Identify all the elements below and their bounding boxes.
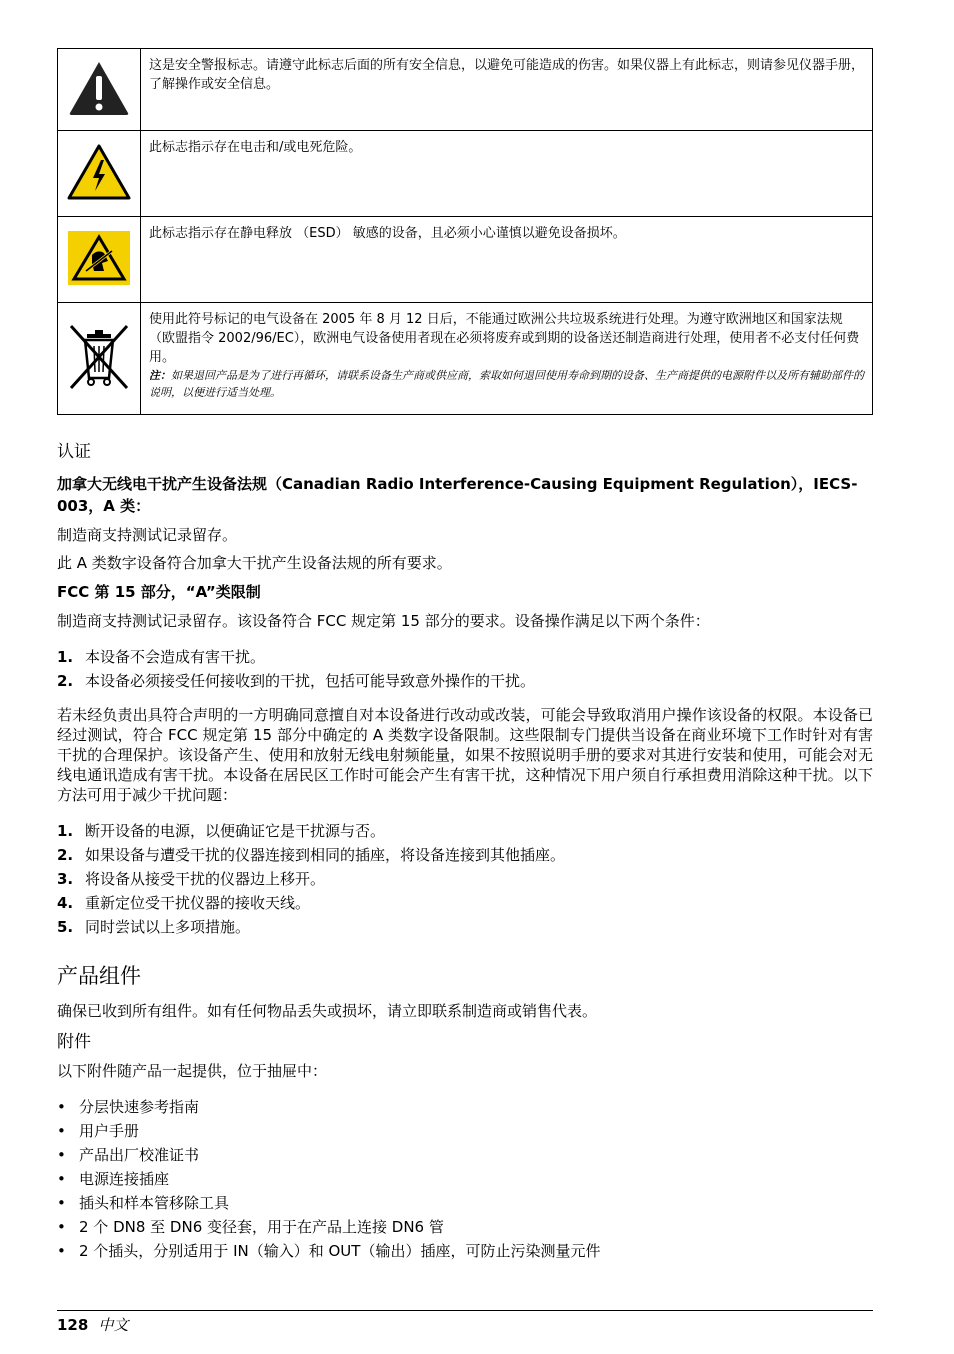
symbol-icon-cell	[58, 49, 141, 131]
canada-regulation-heading: 加拿大无线电干扰产生设备法规（Canadian Radio Interference-Causing Equipment Regulation），IECS-003，A 类：	[57, 475, 858, 515]
note-label: 注：	[149, 369, 171, 382]
fcc-methods-list	[57, 819, 873, 939]
accessories-heading: 附件	[57, 1032, 91, 1052]
components-intro: 确保已收到所有组件。如有任何物品丢失或损坏，请立即联系制造商或销售代表。	[57, 1002, 598, 1020]
components-heading: 产品组件	[57, 964, 141, 988]
electric-shock-icon	[67, 144, 131, 200]
symbol-row	[58, 131, 873, 217]
list-item: 2. 如果设备与遭受干扰的仪器连接到相同的插座，将设备连接到其他插座。	[57, 846, 566, 864]
page-number: 128	[57, 1316, 89, 1334]
weee-text: 使用此符号标记的电气设备在 2005 年 8 月 12 日后，不能通过欧洲公共垃圾系统进行处理。为遵守欧洲地区和国家法规（欧盟指令 2002/96/EC），欧洲电气设备使用者现在必须将废弃或到期的设备送还制造商进行处理，使用者不必支付任何费用。	[149, 312, 860, 365]
list-item: • 电源连接插座	[57, 1170, 170, 1188]
list-item: • 2 个插头，分别适用于 IN（输入）和 OUT（输出）插座，可防止污染测量元件	[57, 1242, 601, 1260]
list-item: 1. 断开设备的电源，以便确证它是干扰源与否。	[57, 822, 386, 840]
note-text: 如果退回产品是为了进行再循环，请联系设备生产商或供应商，索取如何退回使用寿命到期的设备、生产商提供的电源附件以及所有辅助部件的说明，以便进行适当处理。	[149, 369, 864, 399]
list-item: • 分层快速参考指南	[57, 1098, 200, 1116]
fcc-heading: FCC 第 15 部分，“A”类限制	[57, 583, 261, 601]
symbol-description: 此标志指示存在静电释放 （ESD） 敏感的设备，且必须小心谨慎以避免设备损坏。	[141, 217, 873, 303]
list-item: • 2 个 DN8 至 DN6 变径套，用于在产品上连接 DN6 管	[57, 1218, 444, 1236]
symbol-description: 这是安全警报标志。请遵守此标志后面的所有安全信息，以避免可能造成的伤害。如果仪器上有此标志，则请参见仪器手册，了解操作或安全信息。	[141, 49, 873, 131]
symbol-icon-cell	[58, 303, 141, 415]
accessories-intro: 以下附件随产品一起提供，位于抽屉中：	[57, 1062, 328, 1080]
safety-symbols-table	[57, 48, 873, 415]
list-item: 2. 本设备必须接受任何接收到的干扰，包括可能导致意外操作的干扰。	[57, 672, 536, 690]
symbol-row	[58, 49, 873, 131]
symbol-row	[58, 303, 873, 415]
list-item: 5. 同时尝试以上多项措施。	[57, 918, 251, 936]
weee-crossed-bin-icon	[67, 322, 131, 392]
symbol-icon-cell	[58, 131, 141, 217]
symbol-description: 此标志指示存在电击和/或电死危险。	[141, 131, 873, 217]
certification-heading: 认证	[57, 442, 91, 462]
canada-paragraph-1: 制造商支持测试记录留存。	[57, 526, 238, 544]
language-label: 中文	[98, 1316, 129, 1334]
symbol-description	[141, 303, 873, 415]
weee-note	[149, 367, 864, 401]
symbol-icon-cell	[58, 217, 141, 303]
fcc-paragraph-1: 制造商支持测试记录留存。该设备符合 FCC 规定第 15 部分的要求。设备操作满足以下两个条件：	[57, 612, 710, 630]
list-item: 4. 重新定位受干扰仪器的接收天线。	[57, 894, 311, 912]
warning-triangle-icon	[68, 60, 130, 116]
list-item: • 用户手册	[57, 1122, 140, 1140]
list-item: 3. 将设备从接受干扰的仪器边上移开。	[57, 870, 326, 888]
symbol-row	[58, 217, 873, 303]
page-footer	[57, 1310, 873, 1335]
fcc-paragraph-2: 若未经负责出具符合声明的一方明确同意擅自对本设备进行改动或改装，可能会导致取消用户操作该设备的权限。本设备已经过测试，符合 FCC 规定第 15 部分中确定的 A 类数字设备限制。这些限制专门提供当设备在商业环境下工作时针对有害干扰的合理保护。该设备产生、使用和放射无线电射频能量，如果不按照说明手册的要求对其进行安装和使用，可能会对无线电通讯造成有害干扰。本设备在居民区工作时可能会产生有害干扰，这种情况下用户须自行承担费用消除这种干扰。以下方法可用于减少干扰问题：	[57, 706, 873, 804]
esd-icon	[68, 231, 130, 285]
fcc-conditions-list	[57, 645, 873, 693]
canada-paragraph-2: 此 A 类数字设备符合加拿大干扰产生设备法规的所有要求。	[57, 554, 452, 572]
list-item: • 插头和样本管移除工具	[57, 1194, 230, 1212]
accessories-list	[57, 1095, 873, 1263]
page-content	[57, 48, 873, 1275]
list-item: 1. 本设备不会造成有害干扰。	[57, 648, 266, 666]
list-item: • 产品出厂校准证书	[57, 1146, 200, 1164]
